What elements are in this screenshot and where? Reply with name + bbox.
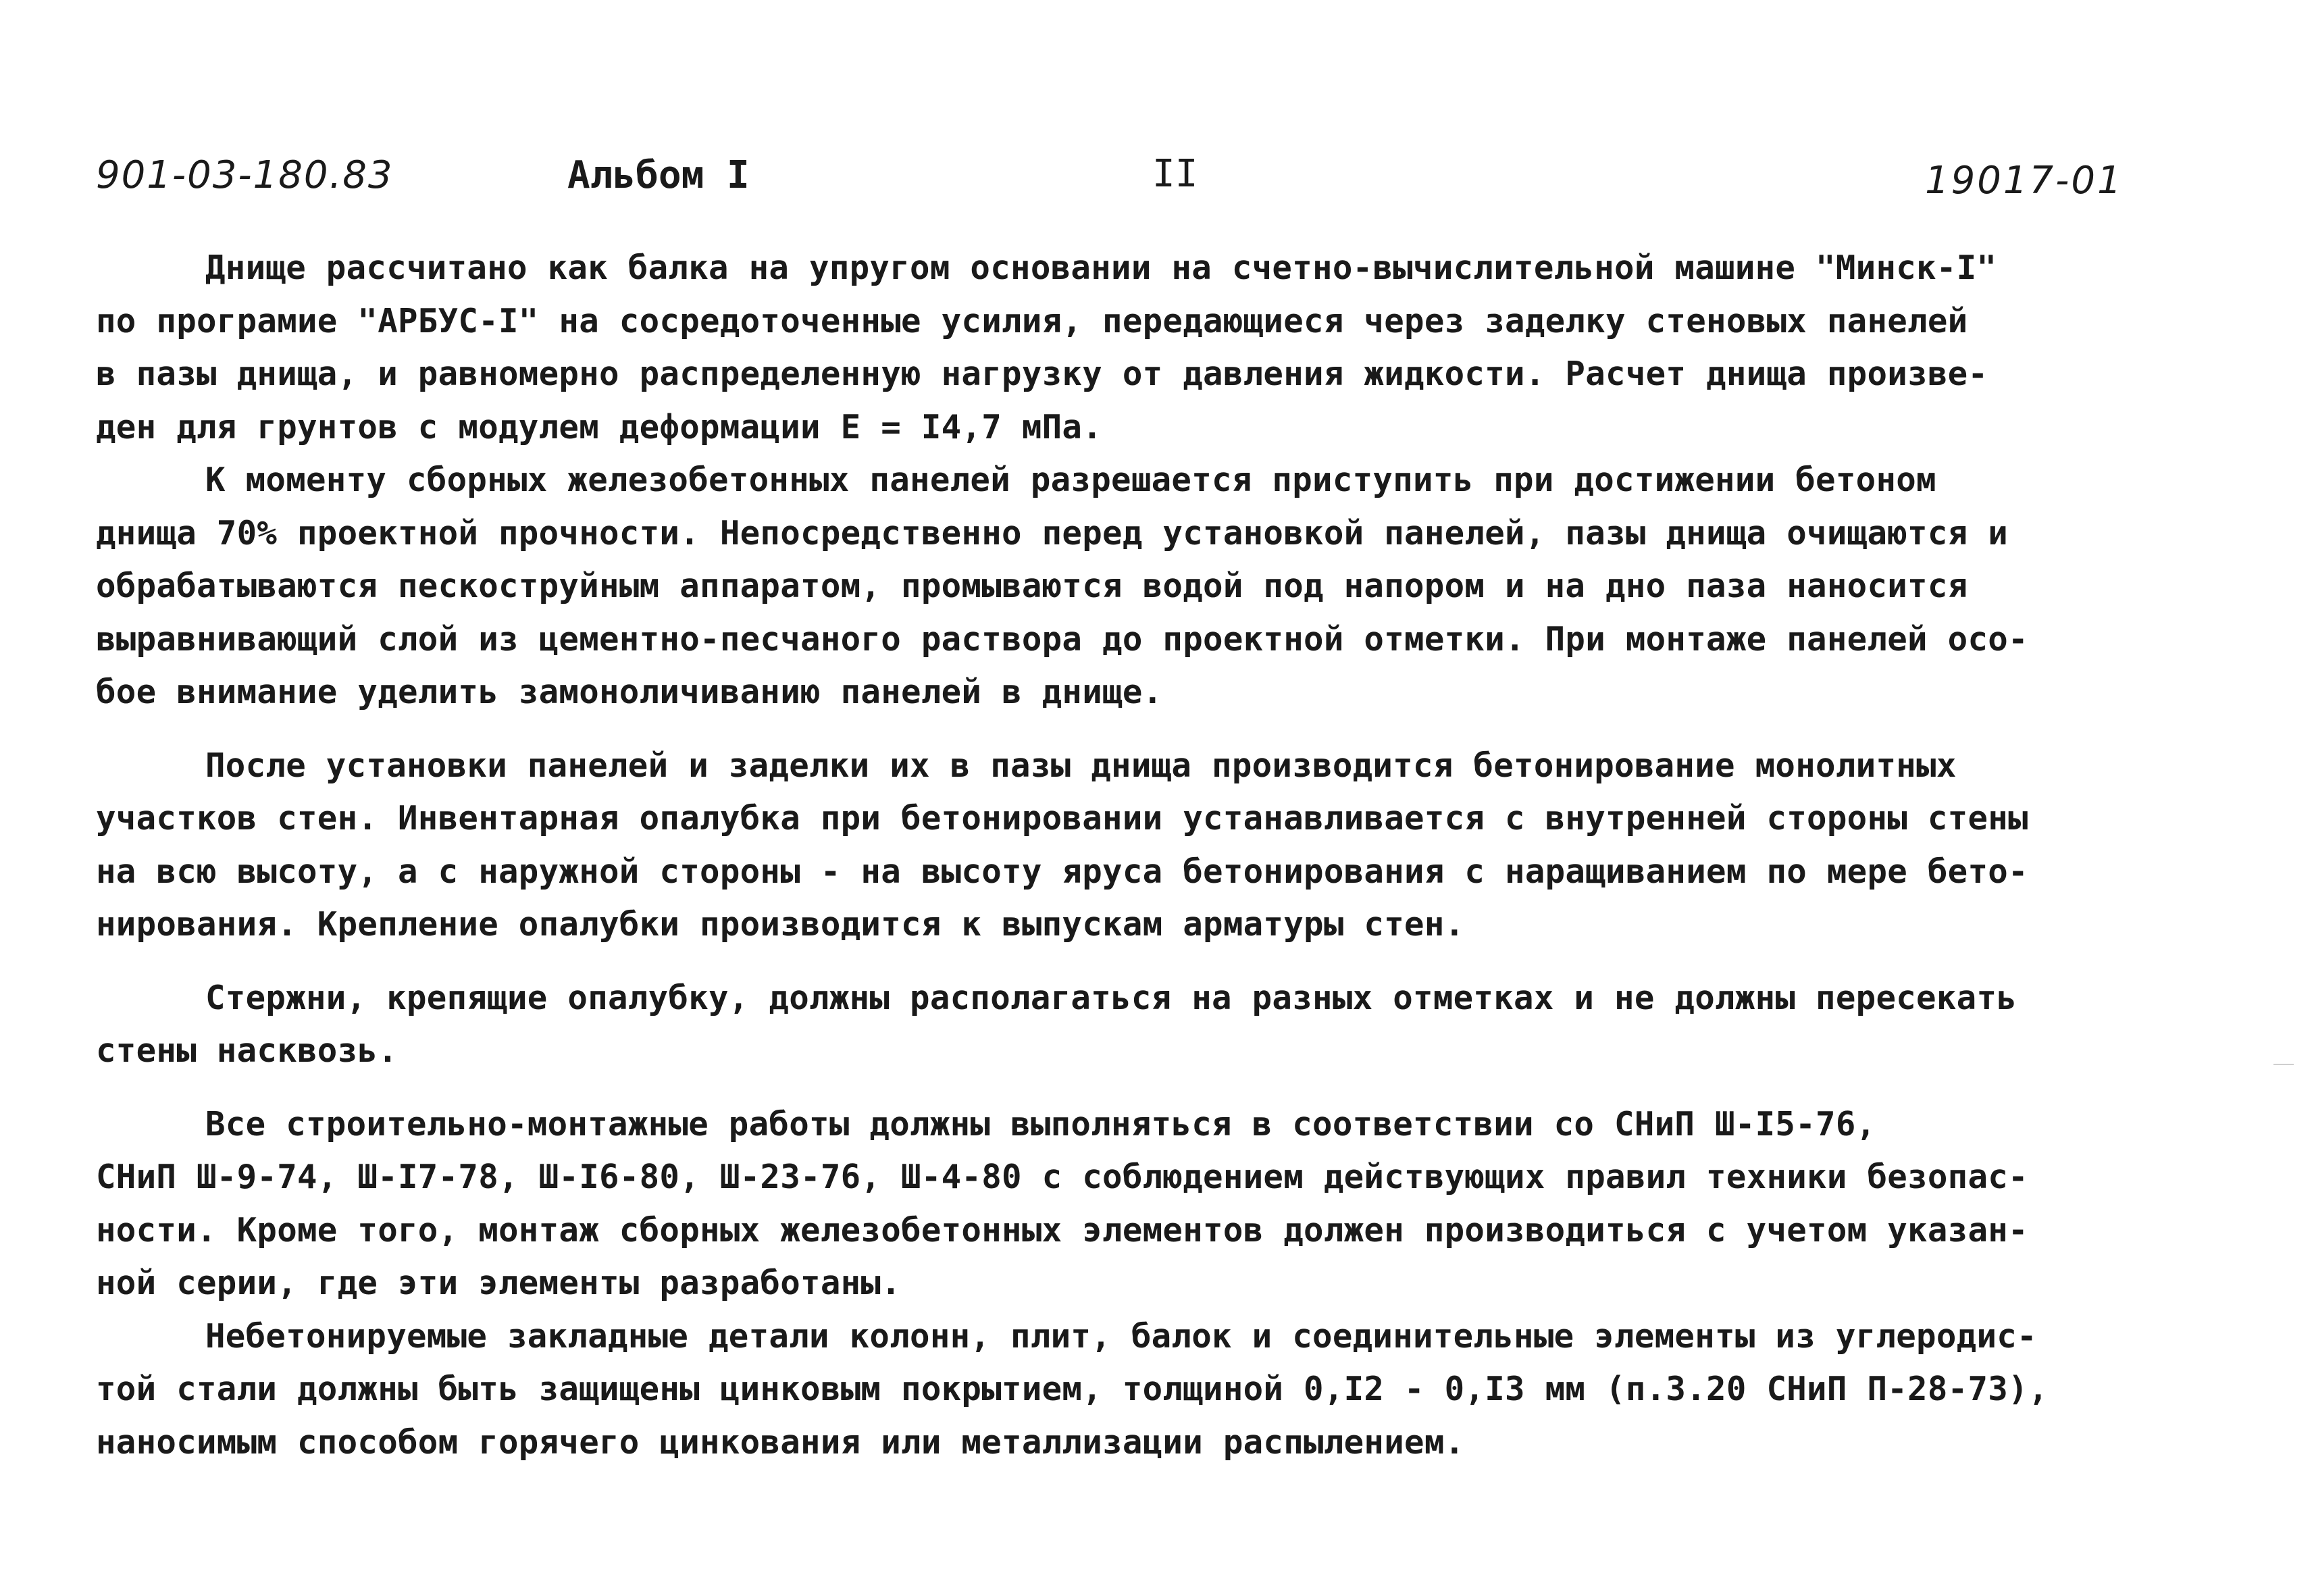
handwritten-reference: 19017-01 xyxy=(1925,159,2124,203)
text-line: СНиП Ш-9-74, Ш-I7-78, Ш-I6-80, Ш-23-76, Ш-4-80 с соблюдением действующих правил техники безопас- xyxy=(96,1158,2028,1196)
text-line: нирования. Крепление опалубки производится к выпускам арматуры стен. xyxy=(96,905,1465,944)
text-line: днища 70% проектной прочности. Непосредственно перед установкой панелей, пазы днища очищаются и xyxy=(96,513,2009,552)
text-line: обрабатываются пескоструйным аппаратом, промываются водой под напором и на дно паза наносится xyxy=(96,567,1968,605)
text-line: ден для грунтов с модулем деформации Е = I4,7 мПа. xyxy=(96,407,1103,446)
document-code: 901-03-180.83 xyxy=(96,153,394,197)
paragraph-wall-concreting xyxy=(96,740,2237,952)
text-line: После установки панелей и заделки их в пазы днища производится бетонирование монолитных xyxy=(205,746,1957,785)
page-header xyxy=(0,0,2314,223)
paragraph-formwork-rods xyxy=(96,972,2237,1078)
text-line: той стали должны быть защищены цинковым покрытием, толщиной 0,I2 - 0,I3 мм (п.3.20 СНиП П-28-73), xyxy=(96,1370,2049,1408)
paragraph-panel-installation xyxy=(96,454,2237,719)
paragraph-gap xyxy=(96,952,2237,972)
text-line: на всю высоту, а с наружной стороны - на высоту яруса бетонирования с наращиванием по мере бето- xyxy=(96,852,2028,891)
text-line: ной серии, где эти элементы разработаны. xyxy=(96,1264,902,1302)
text-line: Днище рассчитано как балка на упругом основании на счетно-вычислительной машине "Минск-I" xyxy=(205,249,1997,287)
paragraph-zinc-coating xyxy=(96,1310,2237,1470)
text-line: стены насквозь. xyxy=(96,1031,398,1070)
text-line: К моменту сборных железобетонных панелей разрешается приступить при достижении бетоном xyxy=(205,461,1936,499)
paragraph-gap xyxy=(96,1078,2237,1098)
text-line: по програмие "АРБУС-I" на сосредоточенные усилия, передающиеся через заделку стеновых панелей xyxy=(96,301,1968,340)
scan-artifact xyxy=(2273,1064,2294,1065)
paragraph-bottom-calculation xyxy=(96,242,2237,454)
paragraph-construction-norms xyxy=(96,1098,2237,1310)
page-number: II xyxy=(1152,152,1198,196)
text-line: выравнивающий слой из цементно-песчаного раствора до проектной отметки. При монтаже панелей осо- xyxy=(96,619,2028,659)
album-label: Альбом I xyxy=(567,153,750,197)
text-line: наносимым способом горячего цинкования или металлизации распылением. xyxy=(96,1422,1465,1462)
document-body xyxy=(96,242,2237,1469)
text-line: участков стен. Инвентарная опалубка при бетонировании устанавливается с внутренней стороны стены xyxy=(96,799,2028,838)
text-line: Стержни, крепящие опалубку, должны располагаться на разных отметках и не должны пересекать xyxy=(205,978,2017,1017)
text-line: в пазы днища, и равномерно распределенную нагрузку от давления жидкости. Расчет днища произве- xyxy=(96,355,1988,393)
text-line: Все строительно-монтажные работы должны выполняться в соответствии со СНиП Ш-I5-76, xyxy=(205,1104,1876,1143)
text-line: ности. Кроме того, монтаж сборных железобетонных элементов должен производиться с учетом указан- xyxy=(96,1210,2028,1250)
text-line: бое внимание уделить замоноличиванию панелей в днище. xyxy=(96,673,1163,711)
text-line: Небетонируемые закладные детали колонн, плит, балок и соединительные элементы из углеродис- xyxy=(205,1316,2037,1356)
paragraph-gap xyxy=(96,719,2237,740)
